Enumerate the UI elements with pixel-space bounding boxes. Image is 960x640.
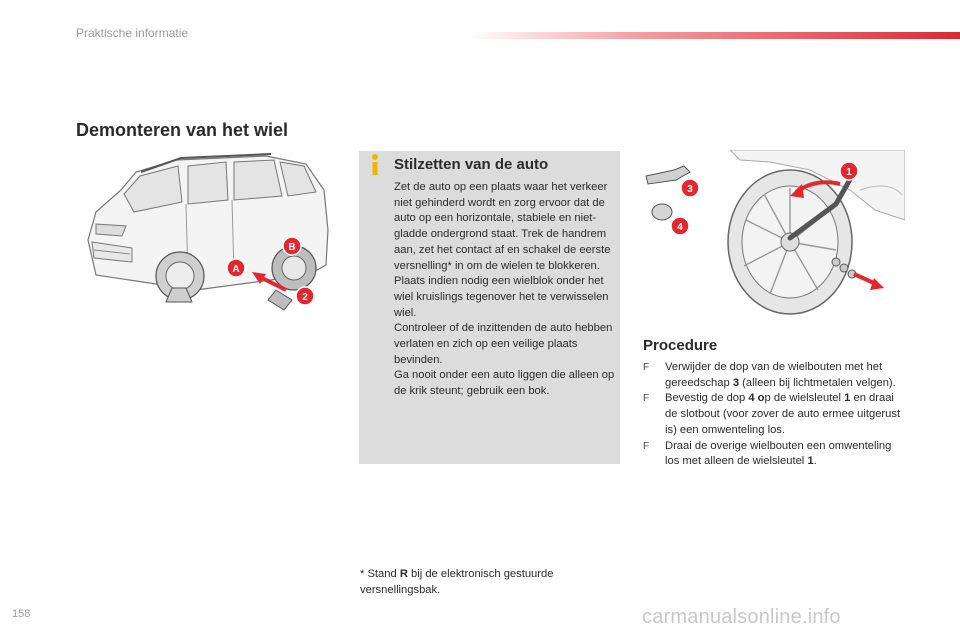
info-paragraph: Ga nooit onder een auto liggen die alleen op de krik steunt; gebruik een bok.	[394, 369, 615, 398]
info-box-body	[394, 180, 616, 400]
procedure-step: F Verwijder de dop van de wielbouten met het gereedschap 3 (alleen bij lichtmetalen velgen).	[643, 361, 896, 389]
procedure-step: F Draai de overige wielbouten een omwenteling los met alleen de wielsleutel 1.	[643, 439, 892, 468]
page-title: Demonteren van het wiel	[76, 120, 289, 140]
watermark: carmanualsonline.info	[642, 606, 841, 628]
info-icon	[367, 153, 383, 177]
info-box-title: Stilzetten van de auto	[394, 156, 549, 173]
bullet-icon: F	[643, 393, 650, 405]
procedure-steps	[643, 360, 905, 470]
info-paragraph: Zet de auto op een plaats waar het verkeer niet gehinderd wordt en zorg ervoor dat de auto op een horizontale, stabiele en niet-gladde ondergrond staat. Trek de handrem aan, zet het contact af en schakel de eerste versnelling* in om de wielen te blokkeren.	[394, 181, 611, 272]
marker-1: 1	[846, 167, 852, 178]
procedure-step: F Bevestig de dop 4 op de wielsleutel 1 en draai de slotbout (voor zover de auto ermee uitgerust is) een omwenteling los.	[643, 392, 901, 436]
marker-4: 4	[677, 222, 683, 233]
marker-2: 2	[302, 292, 308, 303]
page-number: 158	[12, 608, 31, 620]
header-rule	[470, 32, 960, 39]
info-paragraph: Controleer of de inzittenden de auto hebben verlaten en zich op een veilige plaats bevinden.	[394, 322, 613, 366]
section-header: Praktische informatie	[76, 26, 189, 40]
procedure-title: Procedure	[643, 337, 718, 354]
car-jack-illustration	[76, 150, 346, 320]
wheel-removal-illustration	[640, 150, 905, 315]
marker-B: B	[288, 242, 296, 253]
marker-3: 3	[687, 184, 693, 195]
info-paragraph: Plaats indien nodig een wielblok onder het wiel kruislings tegenover het te verwisselen wiel.	[394, 275, 609, 319]
footnote: * Stand R bij de elektronisch gestuurde versnellingsbak.	[360, 568, 554, 596]
bullet-icon: F	[643, 440, 650, 452]
bullet-icon: F	[643, 362, 650, 373]
marker-A: A	[232, 264, 240, 275]
